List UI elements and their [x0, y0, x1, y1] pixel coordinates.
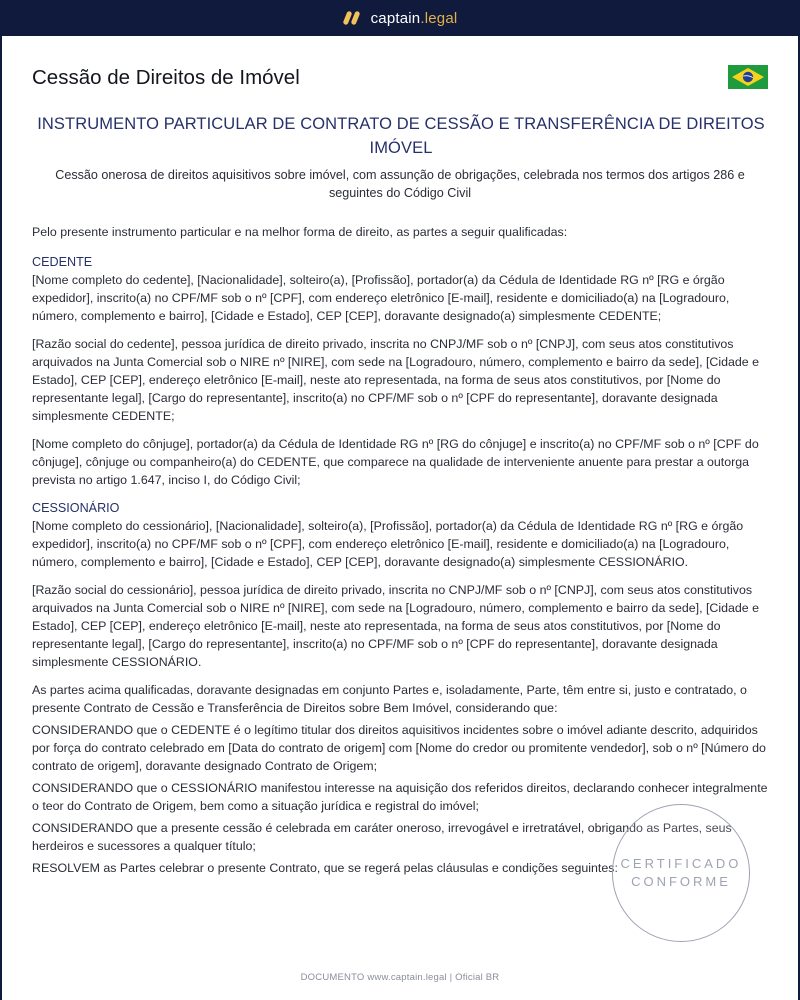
seal-line-2: CONFORME [631, 874, 731, 889]
contract-subheading: Cessão onerosa de direitos aquisitivos sobre imóvel, com assunção de obrigações, celebrada nos termos dos artigos 286 e seguintes do Código Civil [55, 168, 745, 200]
captain-logo-icon [343, 9, 363, 27]
cedente-company-paragraph: [Razão social do cedente], pessoa jurídica de direito privado, inscrita no CNPJ/MF sob o nº [CNPJ], com seus atos constitutivos arquivados na Junta Comercial sob o NIRE nº [NIRE], com sede na [Logradouro, número, complemento e bairro da sede], [Cidade e Estado], CEP [CEP], endereço eletrônico [E-mail], neste ato representada, na forma de seus atos constitutivos, por [Nome do representante legal], [Cargo do representante], inscrito(a) no CPF/MF sob o nº [CPF do representante], doravante designada simplesmente CEDENTE; [32, 337, 760, 423]
whereas-3-paragraph: CONSIDERANDO que a presente cessão é celebrada em caráter oneroso, irrevogável e irretratável, obrigando as Partes, seus herdeiros e sucessores a qualquer título; [32, 821, 732, 853]
contract-heading: INSTRUMENTO PARTICULAR DE CONTRATO DE CESSÃO E TRANSFERÊNCIA DE DIREITOS IMÓVEL [37, 115, 765, 157]
intro-paragraph: Pelo presente instrumento particular e na melhor forma de direito, as partes a seguir qualificadas: [32, 225, 568, 239]
page-footer: DOCUMENTO www.captain.legal | Oficial BR [300, 972, 500, 983]
cedente-label: CEDENTE [32, 255, 93, 269]
spouse-paragraph: [Nome completo do cônjuge], portador(a) da Cédula de Identidade RG nº [RG do cônjuge] e inscrito(a) no CPF/MF sob o nº [CPF do cônjuge], cônjuge ou companheiro(a) do CEDENTE, que comparece na qualidade de interveniente anuente para prestar a outorga prevista no artigo 1.647, inciso I, do Código Civil; [32, 437, 759, 487]
brand-name: captain.legal [370, 9, 458, 27]
top-bar [0, 0, 800, 36]
brazil-flag-icon [728, 65, 768, 89]
document-title: Cessão de Direitos de Imóvel [32, 66, 300, 89]
seal-line-1: CERTIFICADO [620, 856, 742, 871]
parties-paragraph: As partes acima qualificadas, doravante designadas em conjunto Partes e, isoladamente, Parte, têm entre si, justo e contratado, o presente Contrato de Cessão e Transferência de Direitos sobre Bem Imóvel, considerando que: [32, 683, 747, 715]
resolution-paragraph: RESOLVEM as Partes celebrar o presente Contrato, que se regerá pelas cláusulas e condições seguintes: [32, 861, 618, 875]
whereas-1-paragraph: CONSIDERANDO que o CEDENTE é o legítimo titular dos direitos aquisitivos incidentes sobre o imóvel adiante descrito, adquiridos por força do contrato celebrado em [Data do contrato de origem] com [Nome do credor ou promitente vendedor], sob o nº [Número do contrato de origem], doravante designado Contrato de Origem; [32, 723, 766, 773]
whereas-2-paragraph: CONSIDERANDO que o CESSIONÁRIO manifestou interesse na aquisição dos referidos direitos, declarando conhecer integralmente o teor do Contrato de Origem, bem como a situação jurídica e registral do imóvel; [32, 781, 768, 813]
cessionario-individual-paragraph: [Nome completo do cessionário], [Nacionalidade], solteiro(a), [Profissão], portador(a) da Cédula de Identidade RG nº [RG e órgão expedidor], inscrito(a) no CPF/MF sob o nº [CPF], com endereço eletrônico [E-mail], residente e domiciliado(a) na [Logradouro, número, complemento e bairro], [Cidade e Estado], CEP [CEP], doravante designado(a) simplesmente CESSIONÁRIO. [32, 519, 744, 569]
document-page [2, 36, 798, 1000]
cedente-individual-paragraph: [Nome completo do cedente], [Nacionalidade], solteiro(a), [Profissão], portador(a) da Cédula de Identidade RG nº [RG e órgão expedidor], inscrito(a) no CPF/MF sob o nº [CPF], com endereço eletrônico [E-mail], residente e domiciliado(a) na [Logradouro, número, complemento e bairro], [Cidade e Estado], CEP [CEP], doravante designado(a) simplesmente CEDENTE; [32, 273, 730, 323]
cessionario-company-paragraph: [Razão social do cessionário], pessoa jurídica de direito privado, inscrita no CNPJ/MF sob o nº [CNPJ], com seus atos constitutivos arquivados na Junta Comercial sob o NIRE nº [NIRE], com sede na [Logradouro, número, complemento e bairro da sede], [Cidade e Estado], CEP [CEP], endereço eletrônico [E-mail], neste ato representada, na forma de seus atos constitutivos, por [Nome do representante legal], [Cargo do representante], inscrito(a) no CPF/MF sob o nº [CPF do representante], doravante designada simplesmente CESSIONÁRIO. [32, 583, 760, 669]
certification-seal [612, 804, 750, 942]
brand[interactable] [343, 9, 458, 27]
contract-body [32, 223, 770, 881]
cessionario-label: CESSIONÁRIO [32, 501, 120, 515]
